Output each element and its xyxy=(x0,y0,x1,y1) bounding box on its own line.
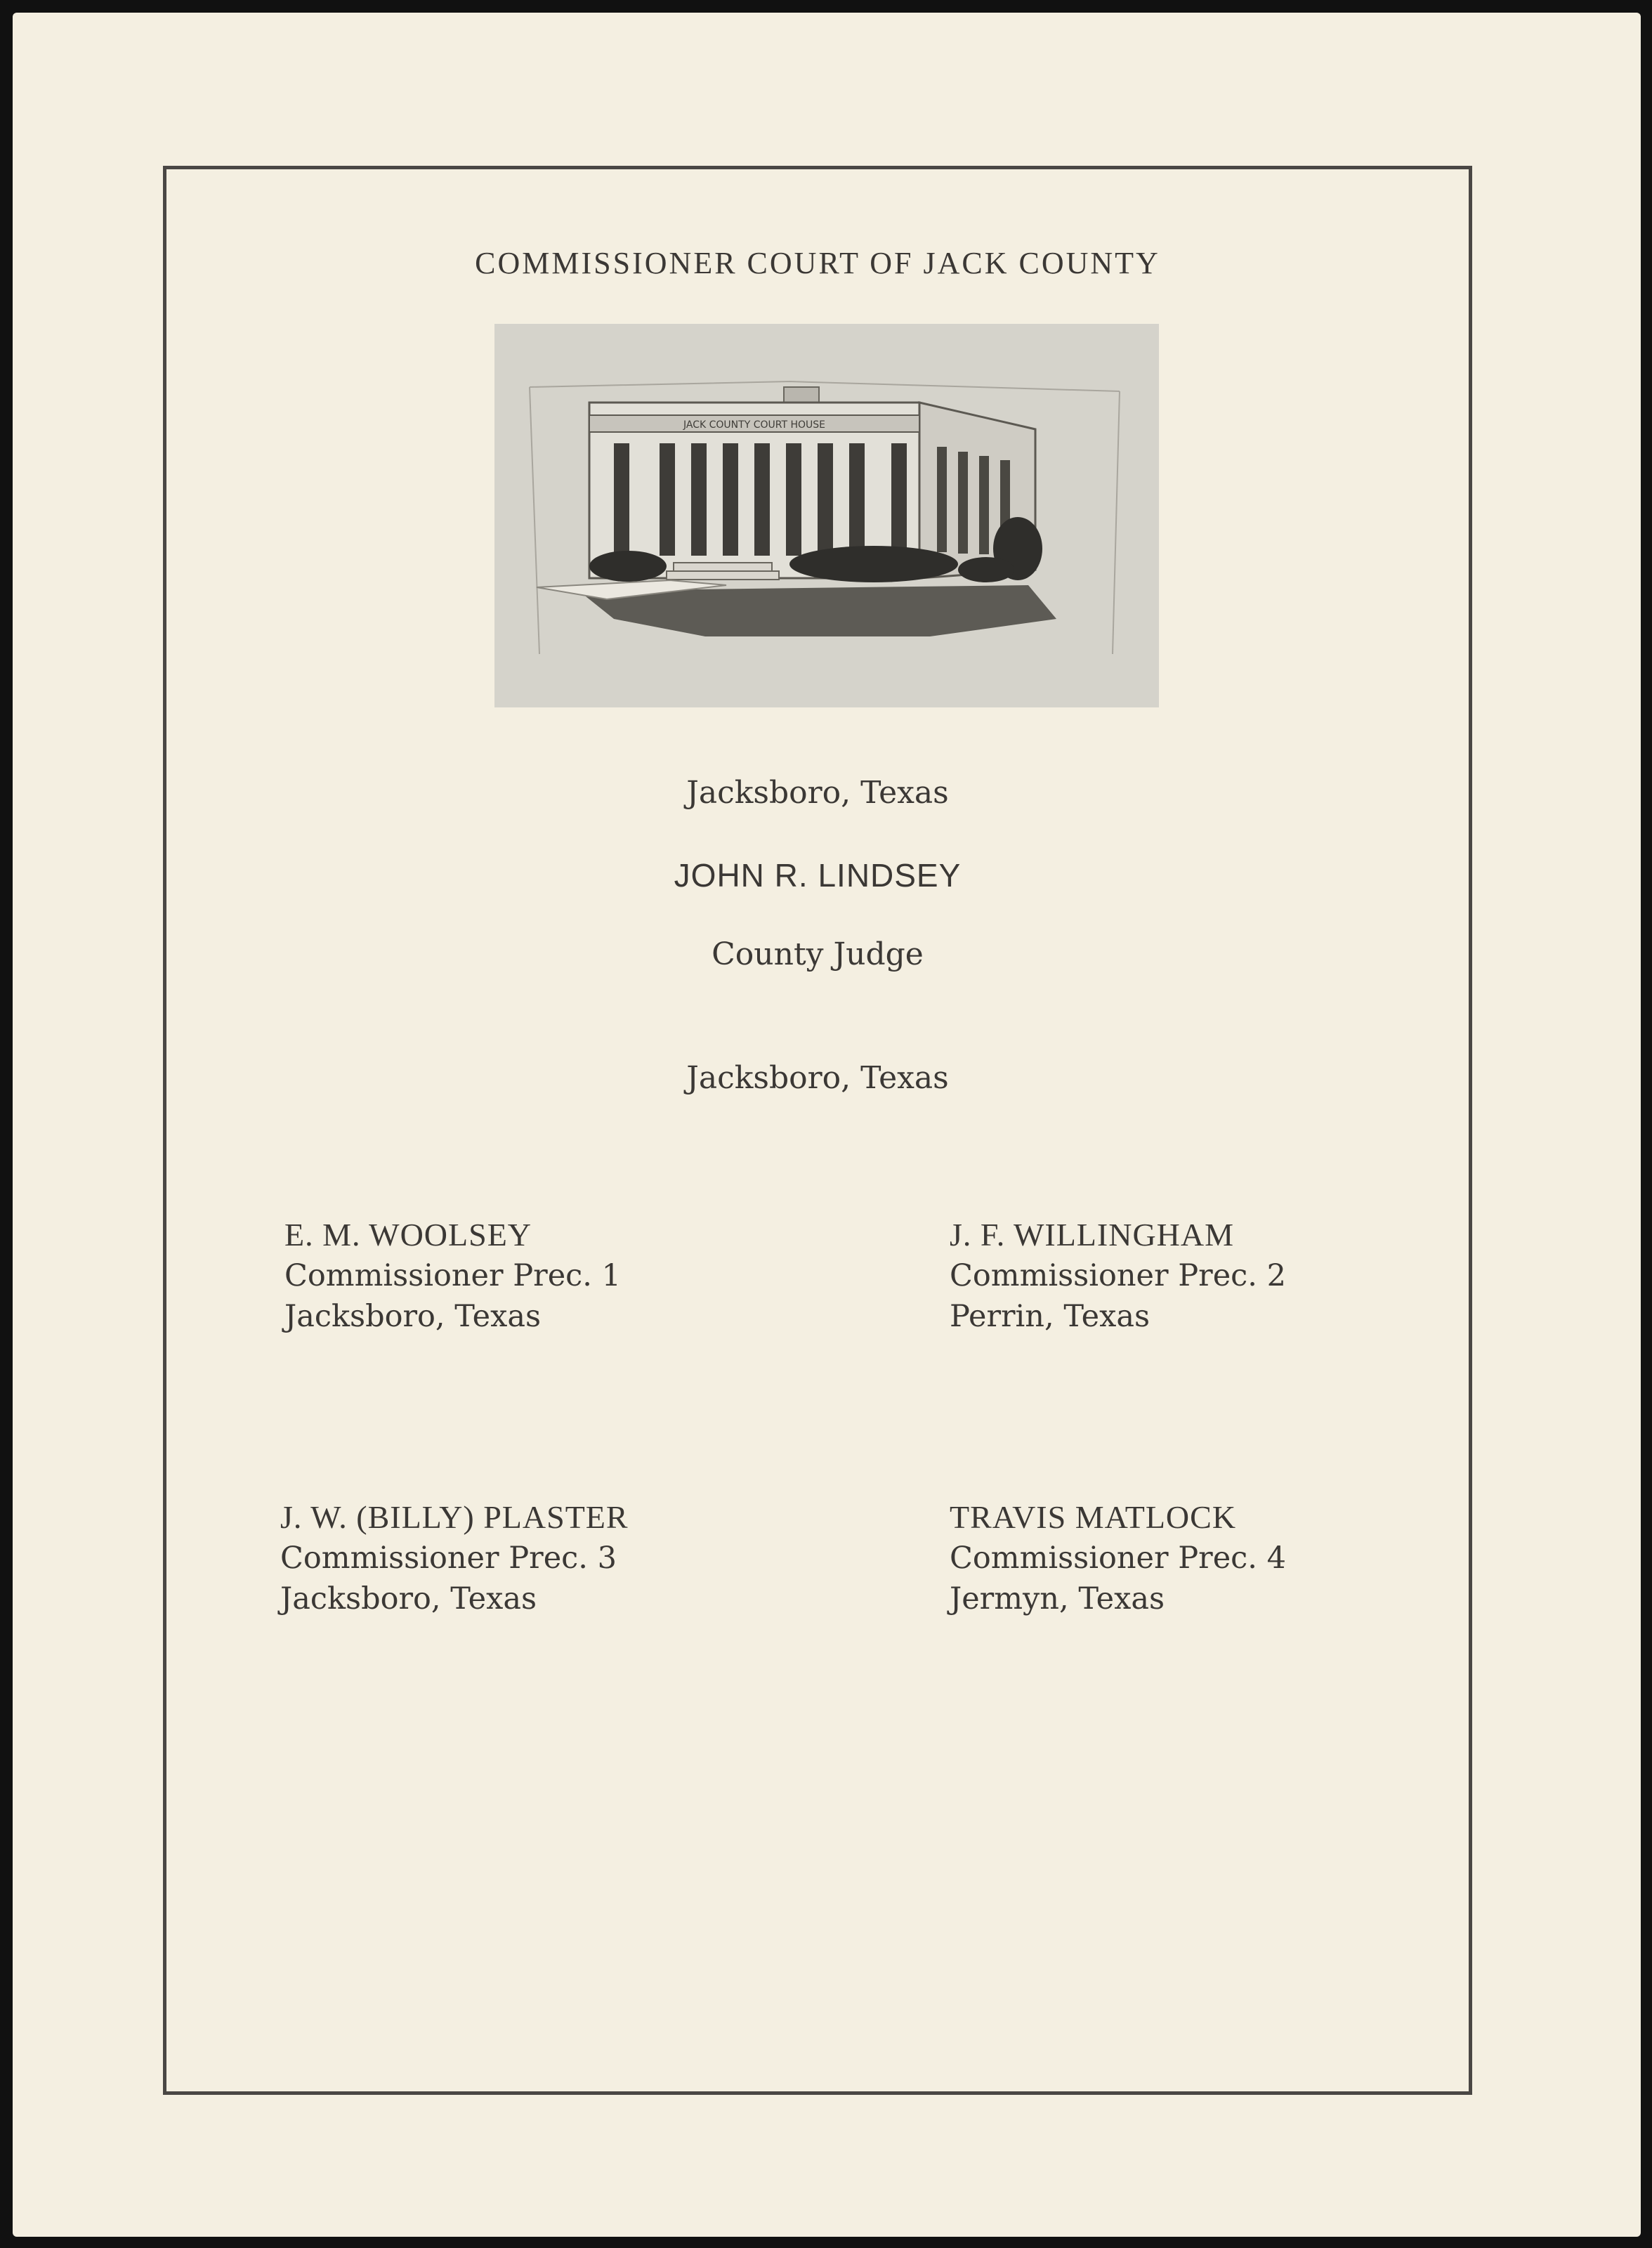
commissioner-entry xyxy=(950,1215,1286,1337)
location-line: Jacksboro, Texas xyxy=(686,775,949,811)
commissioner-title: Commissioner Prec. 1 xyxy=(284,1258,621,1293)
commissioner-location: Perrin, Texas xyxy=(950,1299,1150,1334)
document-page xyxy=(13,13,1641,2237)
commissioner-name: TRAVIS MATLOCK xyxy=(950,1499,1237,1535)
commissioner-name: J. W. (BILLY) PLASTER xyxy=(280,1499,629,1535)
courthouse-photo xyxy=(494,324,1159,707)
judge-name: JOHN R. LINDSEY xyxy=(674,857,962,894)
commissioner-location: Jermyn, Texas xyxy=(950,1581,1165,1616)
courthouse-sign-text: JACK COUNTY COURT HOUSE xyxy=(683,419,825,431)
commissioner-location: Jacksboro, Texas xyxy=(280,1581,537,1616)
commissioner-location: Jacksboro, Texas xyxy=(284,1299,542,1334)
judge-location: Jacksboro, Texas xyxy=(686,1060,949,1096)
commissioner-name: E. M. WOOLSEY xyxy=(284,1217,532,1253)
commissioner-name: J. F. WILLINGHAM xyxy=(950,1217,1235,1253)
page-border-frame xyxy=(163,166,1472,2095)
commissioner-entry xyxy=(284,1215,621,1337)
commissioner-title: Commissioner Prec. 4 xyxy=(950,1541,1286,1576)
commissioner-entry xyxy=(950,1497,1286,1619)
page-title: COMMISSIONER COURT OF JACK COUNTY xyxy=(475,246,1160,280)
judge-title: County Judge xyxy=(712,936,924,972)
courthouse-illustration-icon xyxy=(494,324,1159,707)
commissioner-title: Commissioner Prec. 2 xyxy=(950,1258,1286,1293)
commissioner-entry xyxy=(280,1497,629,1619)
commissioner-title: Commissioner Prec. 3 xyxy=(280,1541,617,1576)
